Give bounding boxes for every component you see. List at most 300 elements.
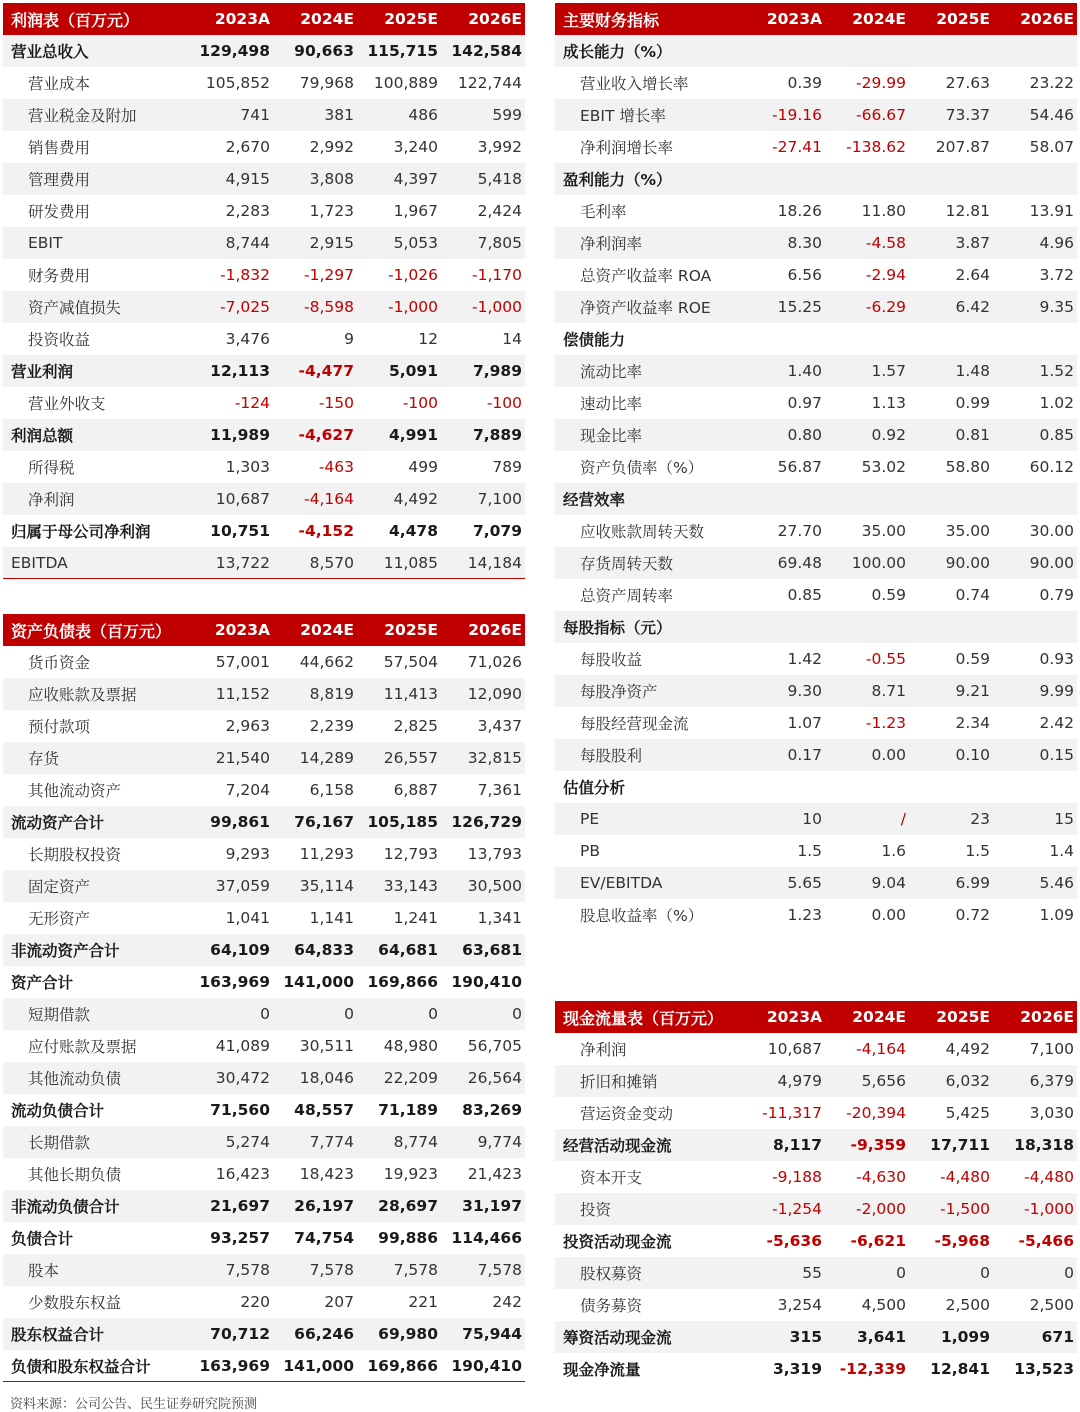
cell-value: -4,480	[1024, 1168, 1074, 1186]
table-row	[555, 739, 1077, 771]
cell-value: -4,164	[304, 490, 354, 508]
row-label: 营业税金及附加	[28, 107, 137, 125]
table-row	[555, 1289, 1077, 1321]
column-header: 2023A	[766, 1008, 822, 1026]
cell-value: 73.37	[945, 106, 990, 124]
cell-value: 18,423	[299, 1165, 354, 1183]
cell-value: 0.93	[1039, 650, 1074, 668]
row-label: 每股指标（元）	[563, 619, 672, 637]
cell-value: 66,246	[294, 1325, 354, 1343]
cell-value: 3,240	[393, 138, 438, 156]
cell-value: -4,480	[940, 1168, 990, 1186]
cell-value: -5,466	[1018, 1232, 1074, 1250]
table-row	[555, 1193, 1077, 1225]
cell-value: 2,963	[225, 717, 270, 735]
cell-value: -100	[486, 394, 522, 412]
balance-sheet-table	[3, 614, 525, 1382]
cell-value: 0.74	[955, 586, 990, 604]
cell-value: 30,500	[467, 877, 522, 895]
cell-value: 169,866	[367, 1356, 438, 1375]
row-label: 资产负债率（%）	[580, 459, 704, 477]
cell-value: 4,492	[393, 490, 438, 508]
cell-value: 5,091	[388, 362, 438, 380]
cell-value: 3,808	[309, 170, 354, 188]
table-row	[3, 163, 525, 195]
table-row	[555, 35, 1077, 67]
table-header	[3, 3, 525, 35]
cell-value: -6.29	[865, 298, 906, 316]
cell-value: 12	[418, 330, 438, 348]
cell-value: 5,656	[861, 1072, 906, 1090]
row-label: 应收账款及票据	[28, 686, 137, 704]
cell-value: 11.80	[861, 202, 906, 220]
row-label: 流动比率	[580, 363, 643, 381]
row-label: 应收账款周转天数	[580, 523, 705, 541]
row-label: 营业外收支	[28, 395, 106, 413]
table-row	[3, 742, 525, 774]
cell-value: -2.94	[865, 266, 906, 284]
cell-value: 15.25	[777, 298, 822, 316]
cell-value: 100,889	[373, 74, 438, 92]
row-label: 其他流动负债	[28, 1070, 122, 1088]
cell-value: 26,557	[383, 749, 438, 767]
cell-value: 0.39	[787, 74, 822, 92]
row-label: 总资产收益率 ROA	[580, 267, 712, 285]
cell-value: 32,815	[467, 749, 522, 767]
row-label: EBITDA	[11, 553, 68, 572]
cell-value: 56,705	[467, 1037, 522, 1055]
cell-value: 69.48	[777, 554, 822, 572]
cell-value: 6,158	[309, 781, 354, 799]
cell-value: 6,379	[1029, 1072, 1074, 1090]
table-row	[3, 451, 525, 483]
table-row	[555, 1097, 1077, 1129]
cell-value: -12,339	[839, 1360, 906, 1378]
row-label: EV/EBITDA	[580, 874, 663, 892]
table-row	[555, 1353, 1077, 1385]
cell-value: 221	[408, 1293, 438, 1311]
cell-value: 11,152	[215, 685, 270, 703]
table-header	[555, 3, 1077, 35]
cell-value: 18,046	[299, 1069, 354, 1087]
cell-value: 163,969	[199, 1356, 270, 1375]
row-label: 负债合计	[11, 1230, 74, 1248]
cell-value: -7,025	[220, 298, 270, 316]
cell-value: 99,886	[378, 1229, 438, 1247]
cell-value: 31,197	[462, 1197, 522, 1215]
table-row	[3, 291, 525, 323]
cell-value: 4,991	[388, 426, 438, 444]
table-row	[3, 1190, 525, 1222]
cell-value: 71,026	[467, 653, 522, 671]
cell-value: 90.00	[945, 554, 990, 572]
cell-value: 7,578	[225, 1261, 270, 1279]
table-row	[3, 838, 525, 870]
row-label: 存货	[28, 750, 60, 768]
cell-value: 1.02	[1039, 394, 1074, 412]
table-row	[555, 1129, 1077, 1161]
cell-value: 7,100	[1029, 1040, 1074, 1058]
row-label: 筹资活动现金流	[563, 1329, 672, 1347]
cell-value: -138.62	[846, 138, 906, 156]
table-row	[555, 227, 1077, 259]
cell-value: 54.46	[1029, 106, 1074, 124]
cell-value: 1,723	[309, 202, 354, 220]
table-row	[3, 1030, 525, 1062]
cell-value: 4,492	[945, 1040, 990, 1058]
cell-value: 1,241	[393, 909, 438, 927]
table-row	[3, 67, 525, 99]
table-row	[3, 259, 525, 291]
cell-value: 1,341	[477, 909, 522, 927]
cell-value: 9	[344, 330, 354, 348]
table-row	[555, 291, 1077, 323]
cell-value: -100	[402, 394, 438, 412]
cell-value: 8.30	[787, 234, 822, 252]
cell-value: 105,852	[205, 74, 270, 92]
cell-value: 18.26	[777, 202, 822, 220]
cell-value: 7,361	[477, 781, 522, 799]
cell-value: 27.70	[777, 522, 822, 540]
row-label: 股东权益合计	[11, 1326, 105, 1344]
row-label: 速动比率	[580, 395, 643, 413]
cell-value: 9.99	[1039, 682, 1074, 700]
cell-value: 0.79	[1039, 586, 1074, 604]
cell-value: -1,297	[304, 266, 354, 284]
cell-value: 169,866	[367, 973, 438, 991]
cell-value: 0	[428, 1005, 438, 1023]
cell-value: 90.00	[1029, 554, 1074, 572]
cell-value: 1.23	[787, 906, 822, 924]
cell-value: 28,697	[378, 1197, 438, 1215]
row-label: 股权募资	[580, 1265, 643, 1283]
cell-value: 83,269	[462, 1101, 522, 1119]
cell-value: 12.81	[945, 202, 990, 220]
cell-value: 64,833	[294, 941, 354, 959]
cell-value: -1,254	[772, 1200, 822, 1218]
table-row	[555, 323, 1077, 355]
cell-value: 35.00	[861, 522, 906, 540]
cell-value: 1.40	[787, 362, 822, 380]
table-row	[3, 227, 525, 259]
cell-value: 58.80	[945, 458, 990, 476]
table-row	[555, 675, 1077, 707]
table-row	[3, 678, 525, 710]
cell-value: 0.00	[871, 746, 906, 764]
cell-value: 14,289	[299, 749, 354, 767]
cell-value: 207	[324, 1293, 354, 1311]
cell-value: 22,209	[383, 1069, 438, 1087]
table-header	[555, 1001, 1077, 1033]
cell-value: 9,774	[477, 1133, 522, 1151]
cell-value: 207.87	[935, 138, 990, 156]
cell-value: 14	[502, 330, 522, 348]
cell-value: -124	[234, 394, 270, 412]
cell-value: 1,141	[309, 909, 354, 927]
cell-value: -9,188	[772, 1168, 822, 1186]
row-label: 营业利润	[11, 363, 74, 381]
table-row	[3, 934, 525, 966]
row-label: 固定资产	[28, 878, 91, 896]
cell-value: 9.30	[787, 682, 822, 700]
cell-value: -4,630	[856, 1168, 906, 1186]
cell-value: -27.41	[772, 138, 822, 156]
table-row	[555, 771, 1077, 803]
column-header: 2024E	[852, 1008, 906, 1026]
cell-value: -4,477	[298, 362, 354, 380]
cell-value: 141,000	[283, 1356, 354, 1375]
cell-value: 3,476	[225, 330, 270, 348]
table-row	[3, 1350, 525, 1382]
cell-value: 2,283	[225, 202, 270, 220]
cell-value: 12,090	[467, 685, 522, 703]
cell-value: 3,437	[477, 717, 522, 735]
cell-value: 1.09	[1039, 906, 1074, 924]
cell-value: 1.13	[871, 394, 906, 412]
cell-value: -1,000	[1024, 1200, 1074, 1218]
cell-value: 1.5	[797, 842, 822, 860]
row-label: 应付账款及票据	[28, 1038, 137, 1056]
table-row	[555, 899, 1077, 931]
cell-value: 8,744	[225, 234, 270, 252]
income-statement-table	[3, 3, 525, 579]
cell-value: 71,560	[210, 1101, 270, 1119]
row-label: 投资收益	[28, 331, 91, 349]
cell-value: 0.85	[787, 586, 822, 604]
column-header: 2026E	[468, 621, 522, 639]
cell-value: 0.99	[955, 394, 990, 412]
cell-value: 1.07	[787, 714, 822, 732]
cell-value: 5,274	[225, 1133, 270, 1151]
cell-value: 0.72	[955, 906, 990, 924]
cell-value: 99,861	[210, 813, 270, 831]
cell-value: 12,793	[383, 845, 438, 863]
cell-value: 741	[240, 106, 270, 124]
cell-value: 114,466	[451, 1229, 522, 1247]
row-label: 总资产周转率	[580, 587, 674, 605]
table-row	[3, 998, 525, 1030]
cell-value: 27.63	[945, 74, 990, 92]
cell-value: -4,164	[856, 1040, 906, 1058]
cell-value: 1.4	[1049, 842, 1074, 860]
cell-value: 18,318	[1014, 1136, 1074, 1154]
cell-value: 5.46	[1039, 874, 1074, 892]
row-label: 货币资金	[28, 654, 91, 672]
cell-value: 63,681	[462, 941, 522, 959]
cell-value: 70,712	[210, 1325, 270, 1343]
cell-value: -8,598	[304, 298, 354, 316]
cell-value: 11,085	[383, 553, 438, 572]
cash-flow-table	[555, 1001, 1077, 1385]
row-label: 流动负债合计	[11, 1102, 105, 1120]
row-label: 营业总收入	[11, 43, 89, 61]
cell-value: -1,500	[940, 1200, 990, 1218]
cell-value: 4,915	[225, 170, 270, 188]
cell-value: 122,744	[457, 74, 522, 92]
table-row	[3, 870, 525, 902]
cell-value: 129,498	[199, 42, 270, 60]
table-row	[555, 1065, 1077, 1097]
cell-value: 21,423	[467, 1165, 522, 1183]
table-row	[3, 323, 525, 355]
cell-value: 64,681	[378, 941, 438, 959]
table-row	[3, 1254, 525, 1286]
cell-value: -29.99	[856, 74, 906, 92]
column-header: 2025E	[936, 10, 990, 28]
row-label: 资产减值损失	[28, 299, 122, 317]
cell-value: 315	[789, 1328, 822, 1346]
cell-value: 7,578	[309, 1261, 354, 1279]
table-row	[3, 515, 525, 547]
cell-value: 0.97	[787, 394, 822, 412]
cell-value: 7,805	[477, 234, 522, 252]
cell-value: 7,774	[309, 1133, 354, 1151]
table-row	[555, 707, 1077, 739]
row-label: 研发费用	[28, 203, 91, 221]
table-row	[555, 643, 1077, 675]
cell-value: 44,662	[299, 653, 354, 671]
table-row	[555, 1161, 1077, 1193]
table-row	[555, 259, 1077, 291]
table-row	[555, 867, 1077, 899]
table-row	[555, 1321, 1077, 1353]
cell-value: 3,254	[777, 1296, 822, 1314]
cell-value: 21,697	[210, 1197, 270, 1215]
row-label: 现金净流量	[563, 1361, 641, 1379]
cell-value: -5,968	[934, 1232, 990, 1250]
cell-value: 6.99	[955, 874, 990, 892]
table-row	[3, 99, 525, 131]
cell-value: 1.57	[871, 362, 906, 380]
column-header: 2025E	[384, 621, 438, 639]
row-label: 其他长期负债	[28, 1166, 122, 1184]
table-title: 资产负债表（百万元）	[11, 621, 172, 641]
cell-value: 2.34	[955, 714, 990, 732]
row-label: 每股收益	[580, 651, 643, 669]
cell-value: 8.71	[871, 682, 906, 700]
cell-value: 0.85	[1039, 426, 1074, 444]
table-row	[555, 163, 1077, 195]
cell-value: 499	[408, 458, 438, 476]
cell-value: 789	[492, 458, 522, 476]
cell-value: 10	[802, 810, 822, 828]
cell-value: 0	[980, 1264, 990, 1282]
column-header: 2024E	[852, 10, 906, 28]
cell-value: 6.42	[955, 298, 990, 316]
cell-value: 21,540	[215, 749, 270, 767]
cell-value: 2.42	[1039, 714, 1074, 732]
table-row	[555, 355, 1077, 387]
table-row	[3, 547, 525, 579]
table-row	[555, 579, 1077, 611]
cell-value: 2,670	[225, 138, 270, 156]
table-row	[555, 131, 1077, 163]
cell-value: -6,621	[850, 1232, 906, 1250]
row-label: 财务费用	[28, 267, 91, 285]
cell-value: 1,099	[940, 1328, 990, 1346]
table-row	[3, 966, 525, 998]
column-header: 2025E	[936, 1008, 990, 1026]
table-title: 利润表（百万元）	[11, 10, 140, 30]
row-label: 投资	[580, 1201, 612, 1219]
cell-value: 7,889	[472, 426, 522, 444]
row-label: 预付款项	[28, 718, 91, 736]
cell-value: 0.81	[955, 426, 990, 444]
cell-value: -4,627	[298, 426, 354, 444]
table-row	[3, 355, 525, 387]
cell-value: 671	[1041, 1328, 1074, 1346]
row-label: EBIT 增长率	[580, 107, 666, 125]
cell-value: 220	[240, 1293, 270, 1311]
cell-value: 599	[492, 106, 522, 124]
cell-value: -150	[318, 394, 354, 412]
cell-value: 56.87	[777, 458, 822, 476]
row-label: 净利润增长率	[580, 139, 674, 157]
cell-value: 35,114	[299, 877, 354, 895]
cell-value: 9.04	[871, 874, 906, 892]
cell-value: 4,478	[388, 522, 438, 540]
table-row	[3, 131, 525, 163]
cell-value: 79,968	[299, 74, 354, 92]
cell-value: 26,564	[467, 1069, 522, 1087]
cell-value: 141,000	[283, 973, 354, 991]
row-label: 存货周转天数	[580, 555, 674, 573]
cell-value: 0.59	[871, 586, 906, 604]
cell-value: 3.87	[955, 234, 990, 252]
cell-value: 105,185	[367, 813, 438, 831]
cell-value: -19.16	[772, 106, 822, 124]
cell-value: 190,410	[451, 973, 522, 991]
table-row	[555, 99, 1077, 131]
cell-value: -2,000	[856, 1200, 906, 1218]
cell-value: 74,754	[294, 1229, 354, 1247]
cell-value: 10,687	[215, 490, 270, 508]
table-row	[555, 67, 1077, 99]
cell-value: 13,523	[1014, 1360, 1074, 1378]
cell-value: -9,359	[850, 1136, 906, 1154]
row-label: 营业成本	[28, 75, 91, 93]
cell-value: 3,992	[477, 138, 522, 156]
cell-value: 23	[970, 810, 990, 828]
cell-value: 0	[512, 1005, 522, 1023]
cell-value: 2,825	[393, 717, 438, 735]
source-note: 资料来源：公司公告、民生证券研究院预测	[10, 1397, 258, 1412]
row-label: 资本开支	[580, 1169, 643, 1187]
cell-value: 3,319	[772, 1360, 822, 1378]
cell-value: 7,578	[393, 1261, 438, 1279]
cell-value: 486	[408, 106, 438, 124]
table-row	[3, 387, 525, 419]
cell-value: 0.59	[955, 650, 990, 668]
cell-value: -1,000	[388, 298, 438, 316]
cell-value: 57,001	[215, 653, 270, 671]
cell-value: 35.00	[945, 522, 990, 540]
cell-value: 4.96	[1039, 234, 1074, 252]
cell-value: 69,980	[378, 1325, 438, 1343]
row-label: 非流动资产合计	[11, 942, 120, 960]
cell-value: 0.00	[871, 906, 906, 924]
cell-value: 0	[896, 1264, 906, 1282]
row-label: 少数股东权益	[28, 1294, 122, 1312]
cell-value: 16,423	[215, 1165, 270, 1183]
cell-value: 10,687	[767, 1040, 822, 1058]
cell-value: -1,000	[472, 298, 522, 316]
cell-value: 2.64	[955, 266, 990, 284]
cell-value: 9,293	[225, 845, 270, 863]
cell-value: 33,143	[383, 877, 438, 895]
row-label: 归属于母公司净利润	[11, 523, 151, 541]
cell-value: 26,197	[294, 1197, 354, 1215]
